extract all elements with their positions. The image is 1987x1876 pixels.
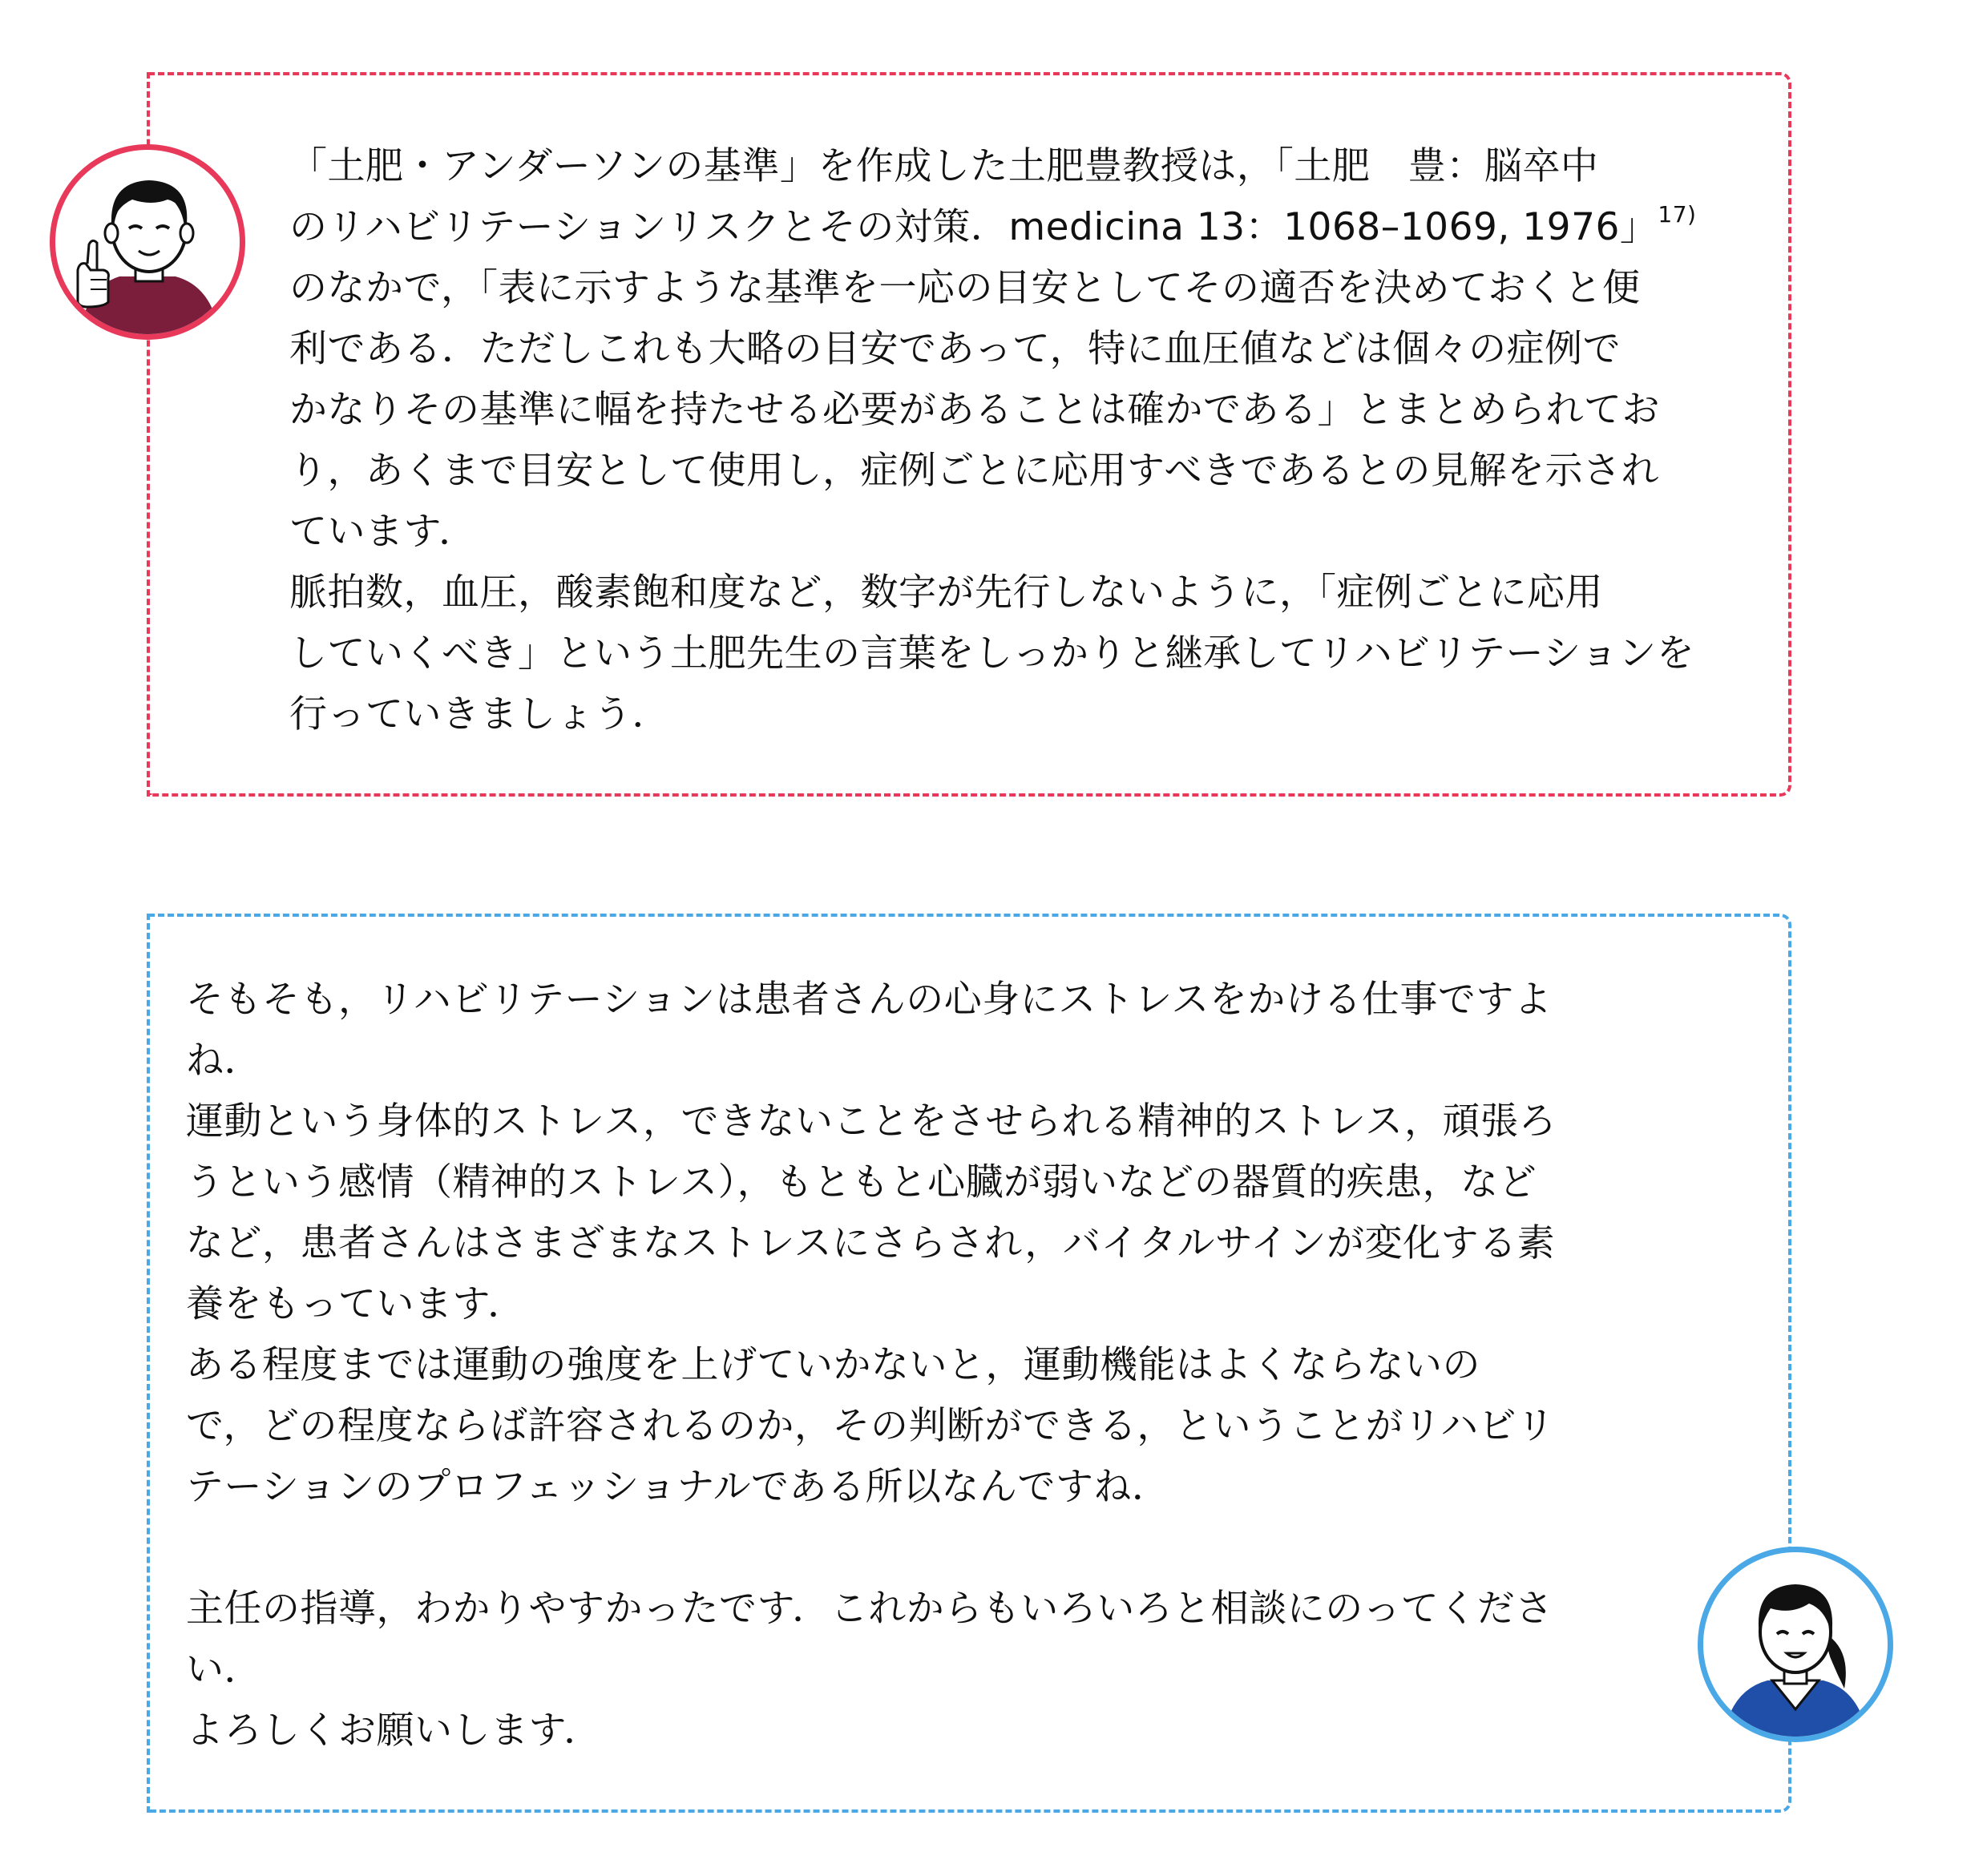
junior-line-3: 運動という身体的ストレス，できないことをさせられる精神的ストレス，頑張ろ [186, 1099, 1557, 1144]
junior-line-6: 養をもっています． [186, 1282, 526, 1326]
citation-superscript: 17) [1658, 201, 1697, 228]
junior-line-5: など，患者さんはさまざまなストレスにさらされ，バイタルサインが変化する素 [186, 1221, 1556, 1265]
junior-line-8: で，どの程度ならば許容されるのか，その判断ができる，ということがリハビリ [186, 1404, 1555, 1448]
junior-speech-text [186, 970, 1653, 1761]
senior-line-8: 脈拍数，血圧，酸素飽和度など，数字が先行しないように，「症例ごとに応用 [289, 571, 1603, 615]
junior-line-9: テーションのプロフェッショナルである所以なんですね． [186, 1465, 1170, 1509]
senior-line-4: 利である．ただしこれも大略の目安であって，特に血圧値などは個々の症例で [289, 327, 1622, 371]
junior-line-1: そもそも，リハビリテーションは患者さんの心身にストレスをかける仕事ですよ [186, 978, 1553, 1022]
senior-line-1: 「土肥・アンダーソンの基準」を作成した土肥豊教授は，「土肥 豊：脳卒中 [289, 144, 1599, 188]
junior-line-4: うという感情（精神的ストレス），もともと心臓が弱いなどの器質的疾患，など [186, 1160, 1537, 1204]
paragraph-gap [186, 1518, 1653, 1579]
junior-line-2: ね． [186, 1039, 262, 1083]
junior-closing-line-1: 主任の指導，わかりやすかったです．これからもいろいろと相談にのってくださ [186, 1587, 1553, 1631]
senior-line-3: のなかで，「表に示すような基準を一応の目安としてその適否を決めておくと便 [289, 266, 1641, 310]
senior-therapist-avatar [50, 144, 245, 340]
senior-line-7: ています． [289, 510, 477, 554]
senior-line-9: していくべき」という土肥先生の言葉をしっかりと継承してリハビリテーションを [289, 631, 1695, 676]
senior-line-2: のリハビリテーションリスクとその対策．medicina 13：1068–1069, 1976」 [289, 205, 1658, 249]
senior-speech-text [289, 136, 1756, 745]
junior-therapist-avatar [1698, 1547, 1893, 1742]
senior-line-10: 行っていきましょう． [289, 692, 670, 736]
senior-therapist-thumbs-up-icon [55, 150, 240, 334]
junior-closing-line-3: よろしくお願いします． [186, 1709, 602, 1753]
junior-therapist-icon [1703, 1552, 1888, 1737]
senior-line-2-with-citation [289, 197, 1756, 258]
senior-line-6: り，あくまで目安として使用し，症例ごとに応用すべきであるとの見解を示され [289, 449, 1660, 493]
senior-line-5: かなりその基準に幅を持たせる必要があることは確かである」とまとめられてお [289, 388, 1660, 432]
junior-line-7: ある程度までは運動の強度を上げていかないと，運動機能はよくならないの [186, 1343, 1480, 1387]
junior-closing-line-2: い． [186, 1648, 262, 1692]
